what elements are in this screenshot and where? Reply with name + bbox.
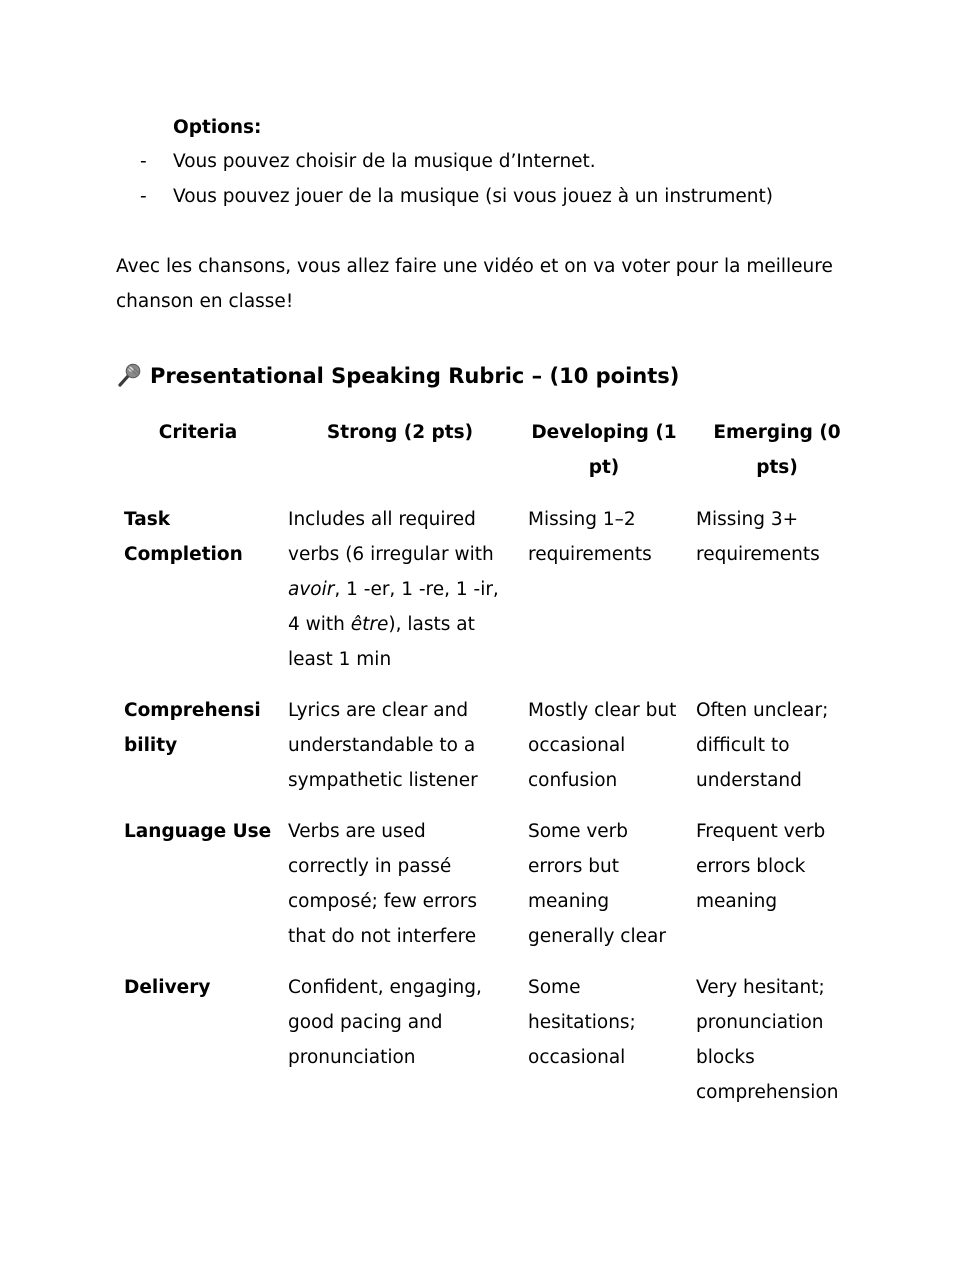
emerging-cell: Very hesitant; pronunciation blocks comprehension (696, 977, 839, 1103)
bullet-dash: - (140, 186, 147, 207)
microphone-icon (116, 362, 142, 388)
developing-cell: Mostly clear but occasional confusion (528, 700, 677, 791)
bullet-dash: - (140, 151, 147, 172)
header-strong: Strong (2 pts) (326, 422, 474, 443)
option-item (140, 179, 773, 214)
emerging-cell: Often unclear; difficult to understand (696, 700, 829, 791)
header-developing: Developing (1 pt) (531, 422, 677, 478)
option-text: Vous pouvez jouer de la musique (si vous jouez à un instrument) (173, 186, 773, 207)
strong-cell: Verbs are used correctly in passé composé; few errors that do not interfere (288, 821, 478, 947)
table-row (116, 970, 866, 1126)
criteria-cell: Comprehensibility (124, 700, 261, 756)
emerging-cell: Missing 3+ requirements (696, 509, 820, 565)
developing-cell: Some verb errors but meaning generally clear (528, 821, 666, 947)
table-row (116, 502, 866, 693)
rubric-heading (116, 359, 679, 394)
emerging-cell: Frequent verb errors block meaning (696, 821, 826, 912)
strong-text-italic: être (350, 614, 389, 635)
criteria-cell: Delivery (124, 977, 211, 998)
table-header-row (116, 415, 866, 502)
criteria-cell: Language Use (124, 821, 272, 842)
developing-cell: Some hesitations; occasional (528, 977, 636, 1068)
header-criteria: Criteria (158, 422, 238, 443)
option-text: Vous pouvez choisir de la musique d’Internet. (173, 151, 596, 172)
option-item (140, 144, 596, 179)
developing-cell: Missing 1–2 requirements (528, 509, 652, 565)
strong-text: Includes all required verbs (6 irregular with (288, 509, 494, 565)
intro-paragraph: Avec les chansons, vous allez faire une vidéo et on va voter pour la meilleure chanson en classe! (116, 256, 833, 312)
strong-text: ), lasts at least 1 min (288, 614, 475, 670)
strong-cell: Lyrics are clear and understandable to a sympathetic listener (288, 700, 478, 791)
table-row (116, 814, 866, 970)
rubric-title: Presentational Speaking Rubric – (10 points) (150, 364, 680, 388)
table-row (116, 693, 866, 814)
strong-cell (280, 502, 520, 693)
strong-cell: Confident, engaging, good pacing and pronunciation (288, 977, 482, 1068)
strong-text: , 1 -er, 1 -re, 1 -ir, 4 with (288, 579, 499, 635)
criteria-cell: Task Completion (124, 509, 243, 565)
header-emerging: Emerging (0 pts) (713, 422, 841, 478)
rubric-table (116, 415, 866, 1126)
options-title: Options: (173, 117, 262, 138)
strong-text-italic: avoir (288, 579, 335, 600)
